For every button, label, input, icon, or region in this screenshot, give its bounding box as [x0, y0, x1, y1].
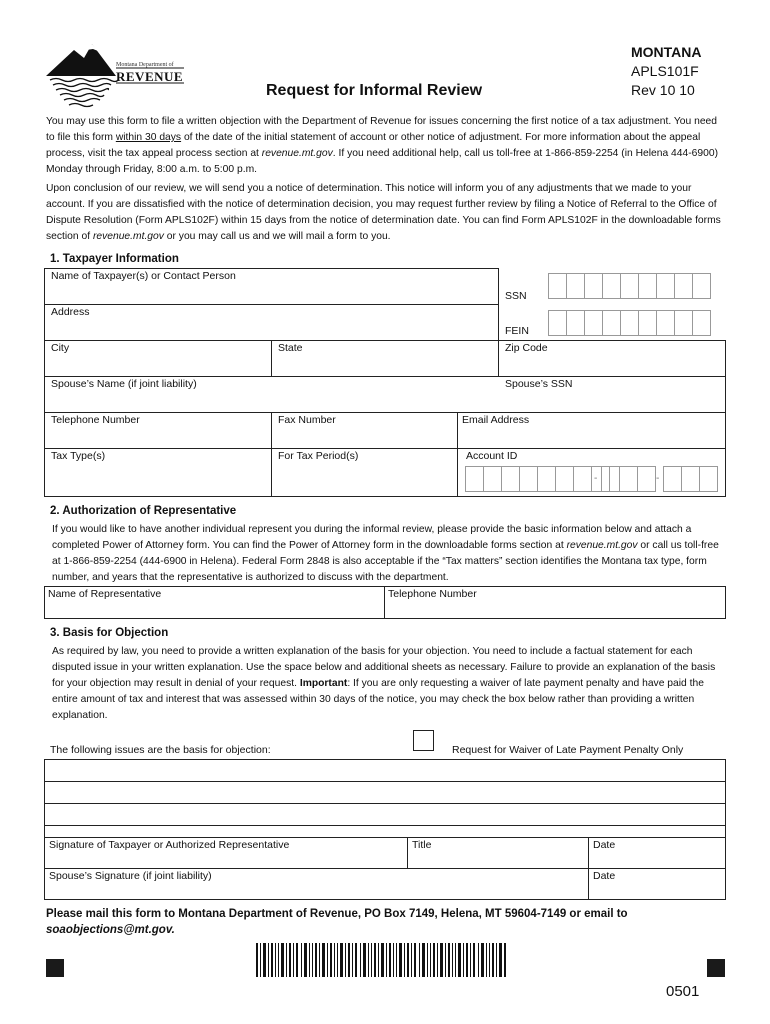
revenue-link[interactable]: revenue.mt.gov: [92, 231, 164, 242]
state-name: MONTANA: [631, 44, 702, 60]
zip-code-label: Zip Code: [505, 342, 548, 354]
email-link[interactable]: soaobjections@mt.gov.: [46, 924, 175, 936]
spouse-name-label: Spouse’s Name (if joint liability): [51, 378, 197, 390]
waiver-checkbox[interactable]: [413, 730, 434, 751]
divider: [44, 837, 726, 838]
divider: [725, 340, 726, 496]
revenue-logo: [46, 42, 191, 118]
telephone-label: Telephone Number: [51, 414, 140, 426]
spouse-date-label: Date: [593, 870, 616, 882]
account-id-separator: -: [656, 473, 660, 484]
section-2-text: If you would like to have another individual represent you during the informal review, please provide the basic information below and attach a completed Power of Attorney form. You can find the Power of Attorney form in the downloadable forms section at revenue.mt.gov or call us toll-free at 1-866-859-2254 (444-6900 in Helena). Federal Form 2848 is also acceptable if the “Tax matters” section identifies the Montana tax type, form number, and years that the representative is authorized to discuss with the department.: [52, 524, 719, 583]
intro-paragraph-1: You may use this form to file a written objection with the Department of Revenue for issues concerning the first notice of a tax adjustment. You need to file this form within 30 days of the date of the initial statement of account or other notice of adjustment. For more information about the appeal process, visit the tax appeal process section at revenue.mt.gov. If you need additional help, call us toll-free at 1-866-859-2254 (in Helena 444-6900) Monday through Friday, 8:00 a.m. to 5:00 p.m.: [46, 116, 719, 175]
fax-label: Fax Number: [278, 414, 336, 426]
tax-type-label: Tax Type(s): [51, 450, 106, 462]
title-label: Title: [412, 839, 432, 851]
email-input[interactable]: [460, 427, 722, 446]
divider: [44, 618, 726, 619]
divider: [44, 586, 726, 587]
ssn-input[interactable]: [548, 273, 711, 299]
registration-mark-right: [707, 959, 725, 977]
fein-label: FEIN: [505, 325, 529, 337]
divider: [44, 759, 45, 899]
divider: [457, 412, 458, 496]
waiver-label: Request for Waiver of Late Payment Penalty Only: [452, 744, 684, 756]
signature-input[interactable]: [46, 852, 405, 866]
divider: [44, 376, 726, 377]
divider: [588, 837, 589, 899]
section-2-heading: 2. Authorization of Representative: [50, 505, 237, 517]
zip-code-input[interactable]: [501, 355, 723, 374]
taxpayer-name-label: Name of Taxpayer(s) or Contact Person: [51, 270, 236, 282]
tax-period-label: For Tax Period(s): [278, 450, 359, 462]
signature-label: Signature of Taxpayer or Authorized Representative: [49, 839, 290, 851]
tax-period-input[interactable]: [274, 463, 454, 494]
divider: [271, 412, 272, 496]
spouse-ssn-label: Spouse’s SSN: [505, 378, 573, 390]
spouse-date-input[interactable]: [590, 883, 724, 897]
section-3-text: As required by law, you need to provide a written explanation of the basis for your objection. You need to include a factual statement for each disputed issue in your written explanation. Use the space below and additional sheets as necessary. Failure to provide an explanation of the basis for your objection may result in denial of your request. Important: If you are only requesting a waiver of late payment penalty and have paid the entire amount of tax and interest that was assessed within 30 days of the notice, you may check the box below rather than providing a written explanation.: [52, 646, 716, 721]
taxpayer-name-input[interactable]: [46, 283, 496, 302]
divider: [407, 837, 408, 868]
account-id-label: Account ID: [466, 450, 518, 462]
form-title: Request for Informal Review: [266, 82, 483, 99]
divider: [44, 868, 726, 869]
divider: [44, 759, 726, 760]
revenue-link[interactable]: revenue.mt.gov: [261, 148, 333, 159]
address-label: Address: [51, 306, 90, 318]
spouse-name-input[interactable]: [46, 391, 496, 410]
date-label: Date: [593, 839, 616, 851]
divider: [384, 586, 385, 618]
title-input[interactable]: [409, 852, 586, 866]
address-input[interactable]: [46, 319, 496, 338]
spouse-signature-input[interactable]: [46, 883, 586, 897]
divider: [498, 268, 499, 376]
representative-phone-label: Telephone Number: [388, 588, 477, 600]
logo-department-text: Montana Department of: [116, 62, 174, 68]
date-input[interactable]: [590, 852, 724, 866]
representative-phone-input[interactable]: [386, 601, 723, 616]
state-input[interactable]: [274, 355, 496, 374]
mailing-instructions: Please mail this form to Montana Department of Revenue, PO Box 7149, Helena, MT 59604-7149 or email to soaobjections@mt.gov.: [46, 908, 628, 936]
section-3-heading: 3. Basis for Objection: [50, 627, 169, 639]
divider: [725, 759, 726, 899]
divider: [271, 340, 272, 376]
city-input[interactable]: [46, 355, 268, 374]
divider: [44, 412, 726, 413]
representative-name-input[interactable]: [46, 601, 382, 616]
divider: [44, 268, 499, 269]
revenue-link[interactable]: revenue.mt.gov: [566, 540, 638, 551]
divider: [44, 268, 45, 496]
divider: [44, 899, 726, 900]
spouse-ssn-input[interactable]: [501, 391, 723, 410]
divider: [44, 496, 726, 497]
account-id-separator: -: [594, 473, 598, 484]
divider: [44, 304, 499, 305]
section-1-heading: 1. Taxpayer Information: [50, 253, 179, 265]
objection-explanation-input[interactable]: [46, 761, 724, 835]
divider: [44, 340, 726, 341]
issues-label: The following issues are the basis for objection:: [50, 744, 271, 756]
account-id-input[interactable]: [465, 466, 720, 492]
logo-revenue-text: REVENUE: [116, 69, 184, 84]
divider: [725, 586, 726, 618]
spouse-signature-label: Spouse’s Signature (if joint liability): [49, 870, 212, 882]
form-revision: Rev 10 10: [631, 82, 695, 98]
intro-paragraph-2: Upon conclusion of our review, we will send you a notice of determination. This notice will inform you of any adjustments that we made to your account. If you are dissatisfied with the notice of determination decision, you may request further review by filing a Notice of Referral to the Office of Dispute Resolution (Form APLS102F) within 15 days from the notice of determination date. You can find Form APLS102F in the downloadable forms section of revenue.mt.gov or you may call us and we will mail a form to you.: [46, 183, 721, 242]
registration-mark-left: [46, 959, 64, 977]
tax-type-input[interactable]: [46, 463, 268, 494]
divider: [44, 448, 726, 449]
ssn-label: SSN: [505, 290, 527, 302]
email-label: Email Address: [462, 414, 530, 426]
city-label: City: [51, 342, 70, 354]
form-number: APLS101F: [631, 63, 699, 79]
representative-name-label: Name of Representative: [48, 588, 162, 600]
divider: [44, 586, 45, 618]
state-label: State: [278, 342, 303, 354]
fein-input[interactable]: [548, 310, 711, 336]
telephone-input[interactable]: [46, 427, 268, 446]
barcode: [256, 943, 506, 977]
form-code: 0501: [666, 983, 700, 1000]
fax-input[interactable]: [274, 427, 454, 446]
